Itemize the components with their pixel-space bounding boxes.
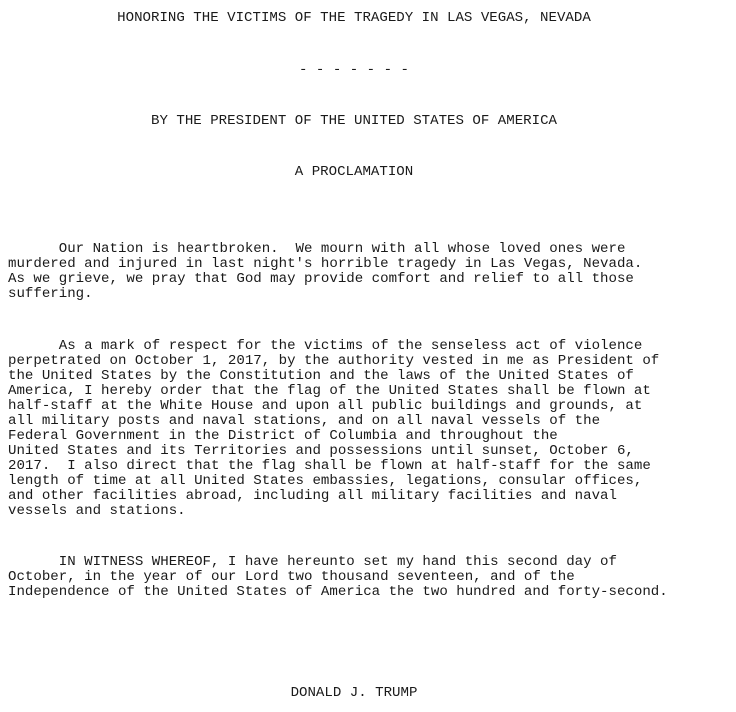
paragraph-line: October, in the year of our Lord two thousand seventeen, and of the [8,569,575,585]
paragraph-line: vessels and stations. [8,503,186,519]
paragraph-line: perpetrated on October 1, 2017, by the authority vested in me as President of [8,353,660,369]
paragraph-line: murdered and injured in last night's horrible tragedy in Las Vegas, Nevada. [8,256,643,272]
paragraph-line: 2017. I also direct that the flag shall be flown at half-staff for the same [8,458,651,474]
byline: BY THE PRESIDENT OF THE UNITED STATES OF AMERICA [151,113,557,129]
paragraph-line: and other facilities abroad, including all military facilities and naval [8,488,617,504]
proclamation-title: HONORING THE VICTIMS OF THE TRAGEDY IN LAS VEGAS, NEVADA [117,10,591,26]
paragraph-line: all military posts and naval stations, and on all naval vessels of the [8,413,601,429]
paragraph-line: IN WITNESS WHEREOF, I have hereunto set my hand this second day of [8,554,617,570]
paragraph-line: Independence of the United States of America the two hundred and forty-second. [8,584,668,600]
paragraph-line: United States and its Territories and possessions until sunset, October 6, [8,443,634,459]
paragraph-line: Federal Government in the District of Columbia and throughout the [8,428,558,444]
document-kind: A PROCLAMATION [294,164,414,180]
paragraph-line: America, I hereby order that the flag of the United States shall be flown at [8,383,651,399]
separator-dashes: - - - - - - - [299,62,409,78]
paragraph-line: As a mark of respect for the victims of the senseless act of violence [8,338,643,354]
paragraph-line: As we grieve, we pray that God may provide comfort and relief to all those [8,271,634,287]
paragraph-line: length of time at all United States embassies, legations, consular offices, [8,473,643,489]
signature-name: DONALD J. TRUMP [290,685,418,701]
paragraph-line: suffering. [8,286,93,302]
paragraph-line: half-staff at the White House and upon all public buildings and grounds, at [8,398,643,414]
paragraph-line: the United States by the Constitution and the laws of the United States of [8,368,634,384]
paragraph-line: Our Nation is heartbroken. We mourn with all whose loved ones were [8,241,626,257]
